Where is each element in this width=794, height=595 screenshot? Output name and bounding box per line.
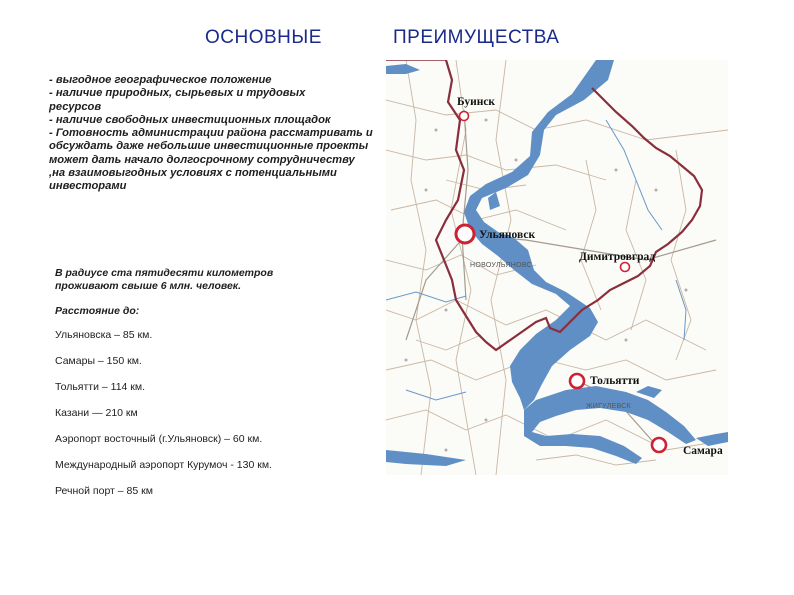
distance-item: Казани — 210 км xyxy=(55,407,138,419)
radius-line: проживают свыше 6 млн. человек. xyxy=(55,280,242,292)
advantages-list xyxy=(49,74,384,194)
distance-item: Самары – 150 км. xyxy=(55,355,142,367)
region-map xyxy=(386,60,728,475)
city-label-tolyatti: Тольятти xyxy=(590,375,640,387)
samara-marker xyxy=(652,438,666,452)
radius-line: В радиусе ста пятидесяти километров xyxy=(55,267,274,279)
label-zhigulevsk: ЖИГУЛЕВСК xyxy=(586,403,632,410)
advantage-line: инвесторами xyxy=(49,180,127,193)
advantage-line: ,на взаимовыгодных условиях с потенциальными xyxy=(49,167,337,180)
city-label-dimitrovgrad: Димитровград xyxy=(579,251,656,263)
advantage-line: может дать начало долгосрочному сотрудничеству xyxy=(49,153,355,166)
advantage-line: ресурсов xyxy=(49,100,102,113)
dimitrovgrad-marker xyxy=(621,263,630,272)
advantage-line: обсуждать даже небольшие инвестиционные проекты xyxy=(49,140,369,153)
distance-heading: Расстояние до: xyxy=(55,305,140,317)
title-left: ОСНОВНЫЕ xyxy=(205,27,322,48)
distance-item: Речной порт – 85 км xyxy=(55,485,153,497)
distance-item: Международный аэропорт Курумоч - 130 км. xyxy=(55,459,272,471)
city-label-buinsk: Буинск xyxy=(457,96,496,108)
advantage-line: - наличие природных, сырьевых и трудовых xyxy=(49,87,306,100)
advantage-line: - наличие свободных инвестиционных площадок xyxy=(49,113,331,126)
distance-item: Аэропорт восточный (г.Ульяновск) – 60 км. xyxy=(55,433,263,445)
advantage-line: - выгодное географическое положение xyxy=(49,74,272,86)
label-novoulyanovsk: НОВОУЛЬЯНОВС xyxy=(470,262,532,269)
info-block xyxy=(55,267,375,511)
ulyanovsk-marker xyxy=(456,225,474,243)
map-svg xyxy=(386,60,728,475)
city-label-samara: Самара xyxy=(683,445,723,457)
distance-item: Ульяновска – 85 км. xyxy=(55,329,153,341)
advantage-line: - Готовность администрации района рассматривать и xyxy=(49,127,373,140)
tolyatti-marker xyxy=(570,374,584,388)
title-right: ПРЕИМУЩЕСТВА xyxy=(393,27,560,48)
distance-item: Тольятти – 114 км. xyxy=(55,381,146,393)
radius-text xyxy=(55,267,375,293)
buinsk-marker xyxy=(460,112,469,121)
city-label-ulyanovsk: Ульяновск xyxy=(479,229,536,241)
